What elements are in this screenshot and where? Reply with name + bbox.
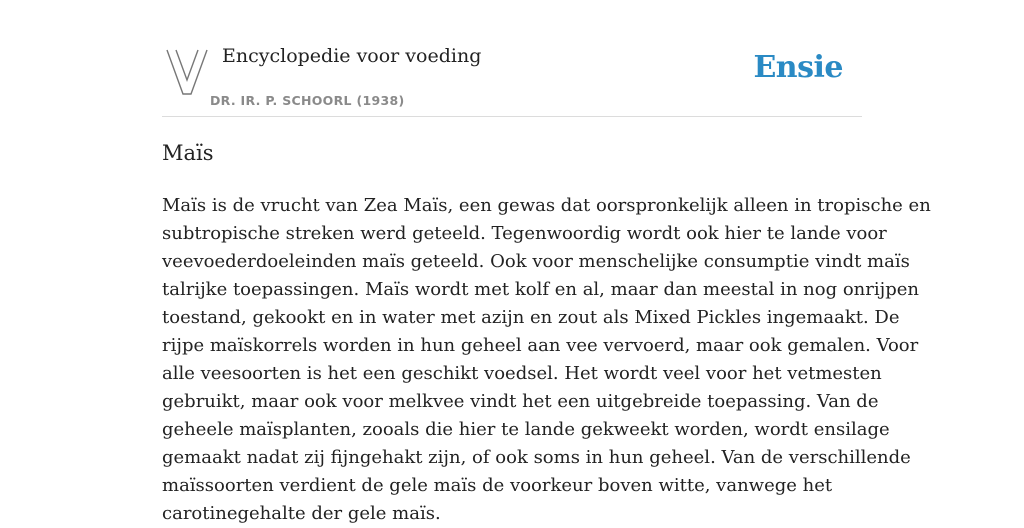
body-line: subtropische streken werd geteeld. Tegenwoordig wordt ook hier te lande voor xyxy=(162,223,887,244)
body-line: alle veesoorten is het een geschikt voedsel. Het wordt veel voor het vetmesten xyxy=(162,363,882,384)
body-line: toestand, gekookt en in water met azijn en zout als Mixed Pickles ingemaakt. De xyxy=(162,307,900,328)
body-line: geheele maïsplanten, zooals die hier te lande gekweekt worden, wordt ensilage xyxy=(162,419,890,440)
body-line: rijpe maïskorrels worden in hun geheel aan vee vervoerd, maar ook gemalen. Voor xyxy=(162,335,919,356)
header xyxy=(162,0,862,117)
book-author: DR. IR. P. SCHOORL (1938) xyxy=(210,93,405,108)
body-line: carotinegehalte der gele maïs. xyxy=(162,503,441,524)
article-title: Maïs xyxy=(162,141,214,165)
body-line: talrijke toepassingen. Maïs wordt met kolf en al, maar dan meestal in nog onrijpen xyxy=(162,279,919,300)
body-line: Maïs is de vrucht van Zea Maïs, een gewas dat oorspronkelijk alleen in tropische en xyxy=(162,195,931,216)
book-title[interactable]: Encyclopedie voor voeding xyxy=(222,45,482,67)
article-body xyxy=(162,192,931,528)
body-line: gemaakt nadat zij fijngehakt zijn, of ook soms in hun geheel. Van de verschillende xyxy=(162,447,911,468)
body-line: maïssoorten verdient de gele maïs de voorkeur boven witte, vanwege het xyxy=(162,475,833,496)
body-line: gebruikt, maar ook voor melkvee vindt het een uitgebreide toepassing. Van de xyxy=(162,391,879,412)
body-line: veevoederdoeleinden maïs geteeld. Ook voor menschelijke consumptie vindt maïs xyxy=(162,251,910,272)
brand-logo[interactable]: Ensie xyxy=(753,50,843,85)
v-logo-icon[interactable] xyxy=(166,48,208,96)
